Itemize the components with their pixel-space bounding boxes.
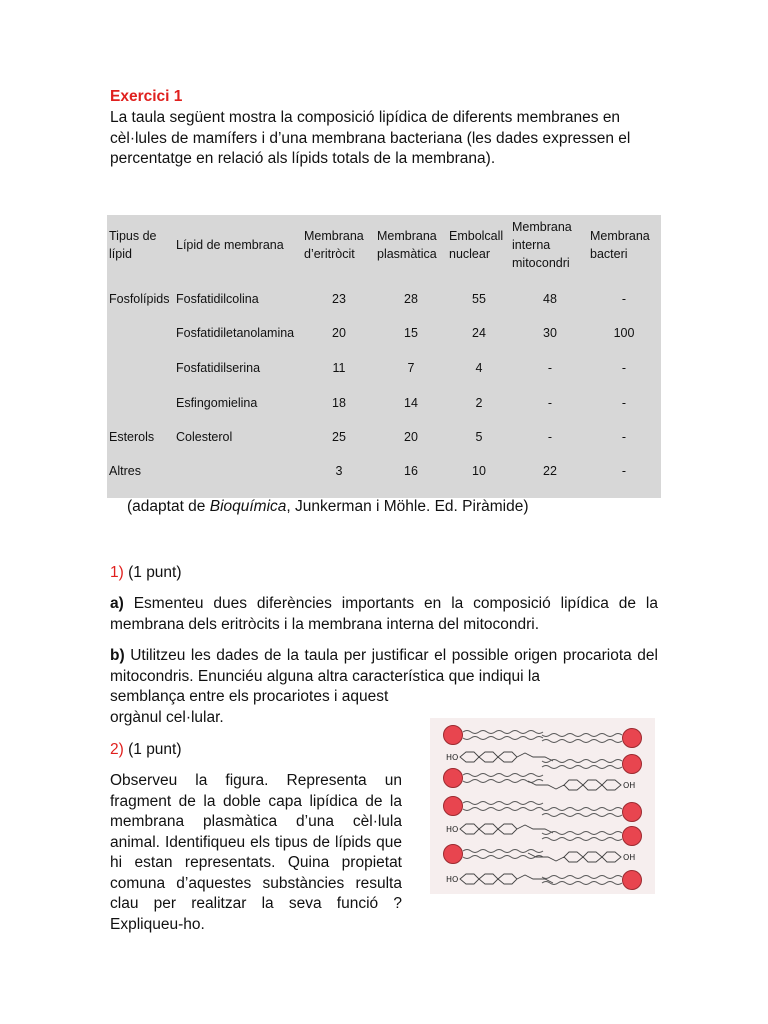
- bilayer-svg: [430, 718, 655, 894]
- cell-nuclear: 24: [472, 326, 486, 340]
- cell-eritrocit: 18: [332, 396, 346, 410]
- lipid-bilayer-figure: [430, 718, 655, 894]
- phospholipid-left: [444, 797, 544, 816]
- phospholipid-left: [444, 845, 544, 864]
- phospholipid-left: [444, 769, 544, 788]
- header-lipid: Lípid de membrana: [176, 238, 284, 252]
- svg-text:HO: HO: [446, 825, 459, 834]
- cell-bacteri: -: [621, 396, 627, 410]
- cell-eritrocit: 20: [332, 326, 346, 340]
- table-source: (adaptat de Bioquímica, Junkerman i Möhle. Ed. Piràmide): [127, 498, 529, 515]
- svg-text:OH: OH: [623, 781, 636, 790]
- cholesterol-right: [528, 780, 635, 790]
- cell-bacteri: -: [621, 430, 627, 444]
- question-2-heading: 2) (1 punt): [110, 741, 182, 758]
- header-bacteri: Membrana bacteri: [590, 229, 650, 261]
- question-1b-continued: semblança entre els procariotes i aquest orgànul cel·lular.: [110, 688, 389, 726]
- header-eritrocit: Membrana d’eritròcit: [304, 229, 364, 261]
- row-lipid: Esfingomielina: [176, 396, 258, 410]
- row-lipid: Fosfatidilserina: [176, 361, 261, 375]
- cell-eritrocit: 11: [332, 361, 346, 375]
- cell-plasmatica: 14: [404, 396, 418, 410]
- cell-mitocondri: -: [547, 361, 553, 375]
- row-lipid: Colesterol: [176, 430, 233, 444]
- svg-text:HO: HO: [446, 875, 459, 884]
- row-lipid: Fosfatidilcolina: [176, 292, 259, 306]
- phospholipid-left: [444, 726, 544, 745]
- row-type: Fosfolípids: [109, 292, 170, 306]
- cell-nuclear: 55: [472, 292, 486, 306]
- cell-eritrocit: 23: [332, 292, 346, 306]
- cholesterol-right: [528, 852, 635, 862]
- cell-bacteri: -: [621, 361, 627, 375]
- cell-mitocondri: 30: [543, 326, 557, 340]
- question-1a: a) Esmenteu dues diferències importants en la composició lipídica de la membrana dels eritròcits i la membrana interna del mitocondri.: [110, 595, 658, 633]
- right-leaflet: [528, 729, 642, 890]
- left-leaflet: [444, 726, 554, 885]
- row-type: Esterols: [109, 430, 155, 444]
- cell-plasmatica: 28: [404, 292, 418, 306]
- header-plasmatica: Membrana plasmàtica: [377, 229, 437, 261]
- cell-eritrocit: 3: [335, 464, 343, 478]
- cell-plasmatica: 16: [404, 464, 418, 478]
- header-tipus: Tipus de lípid: [109, 229, 157, 261]
- question-1b: b) Utilitzeu les dades de la taula per justificar el possible origen procariota del mitocondris. Enunciéu alguna altra característica que indiqui la: [110, 647, 658, 685]
- cell-nuclear: 5: [475, 430, 483, 444]
- cell-bacteri: -: [621, 292, 627, 306]
- cell-nuclear: 10: [472, 464, 486, 478]
- cell-plasmatica: 20: [404, 430, 418, 444]
- cholesterol-left: [446, 752, 553, 762]
- phospholipid-right: [542, 827, 642, 846]
- exercise-title: Exercici 1: [110, 88, 183, 105]
- phospholipid-right: [542, 729, 642, 748]
- svg-text:OH: OH: [623, 853, 636, 862]
- cell-nuclear: 2: [475, 396, 483, 410]
- header-mitocondri: Membrana interna mitocondri: [512, 220, 572, 270]
- row-type: Altres: [109, 464, 141, 478]
- exercise-intro: La taula següent mostra la composició lipídica de diferents membranes en cèl·lules de mamífers i d’una membrana bacteriana (les dades expressen el percentatge en relació als lípids totals de la membrana).: [110, 109, 631, 167]
- cell-plasmatica: 15: [404, 326, 418, 340]
- cell-nuclear: 4: [475, 361, 483, 375]
- cell-mitocondri: -: [547, 430, 553, 444]
- cell-plasmatica: 7: [407, 361, 415, 375]
- phospholipid-right: [542, 871, 642, 890]
- svg-text:HO: HO: [446, 753, 459, 762]
- question-1-heading: 1) (1 punt): [110, 564, 182, 581]
- lipid-composition-table: [107, 215, 661, 498]
- cell-mitocondri: -: [547, 396, 553, 410]
- header-nuclear: Embolcall nuclear: [449, 229, 504, 261]
- question-2-text: Observeu la figura. Representa un fragment de la doble capa lipídica de la membrana plasmàtica d’una cèl·lula animal. Identifiqueu els tipus de lípids que hi estan representats. Quina propietat comuna d’aquestes substàncies resulta clau per realitzar la seva funció ? Expliqueu-ho.: [110, 772, 402, 933]
- cell-mitocondri: 48: [543, 292, 557, 306]
- phospholipid-right: [542, 803, 642, 822]
- cell-bacteri: -: [621, 464, 627, 478]
- cell-mitocondri: 22: [543, 464, 557, 478]
- cholesterol-left: [446, 874, 553, 884]
- cell-eritrocit: 25: [332, 430, 346, 444]
- cholesterol-left: [446, 824, 553, 834]
- phospholipid-right: [542, 755, 642, 774]
- row-lipid: Fosfatidiletanolamina: [176, 326, 295, 340]
- cell-bacteri: 100: [613, 326, 635, 340]
